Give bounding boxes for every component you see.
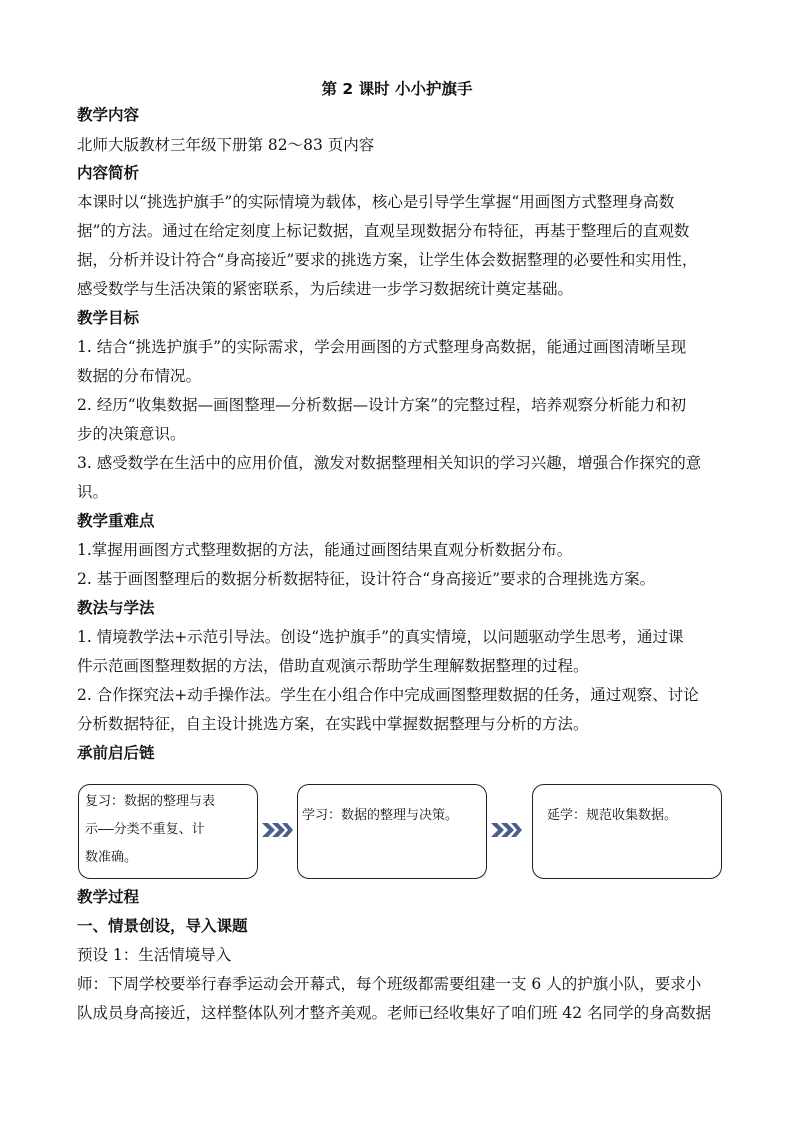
extend-text: 延学：规范收集数据。 [547,808,678,823]
preset-label: 预设 1：生活情境导入 [77,946,232,964]
key-line: 1.掌握用画图方式整理数据的方法，能通过画图结果直观分析数据分布。 [77,541,573,559]
learn-box [297,784,487,879]
goal-line: 1. 结合“挑选护旗手”的实际需求，学会用画图的方式整理身高数据，能通过画图清晰呈现 [77,338,687,356]
method-line: 2. 合作探究法+动手操作法。学生在小组合作中完成画图整理数据的任务，通过观察、讨论 [77,686,699,704]
method-line: 件示范画图整理数据的方法，借助直观演示帮助学生理解数据整理的过程。 [77,657,589,675]
key-line: 2. 基于画图整理后的数据分析数据特征，设计符合“身高接近”要求的合理挑选方案。 [77,570,656,588]
brief-line: 感受数学与生活决策的紧密联系，为后续进一步学习数据统计奠定基础。 [77,280,574,298]
heading-teaching-content: 教学内容 [77,106,140,124]
heading-teaching-goals: 教学目标 [77,309,140,327]
chevron-arrow-icon [489,820,523,840]
brief-line: 据”的方法。通过在给定刻度上标记数据，直观呈现数据分布特征，再基于整理后的直观数 [77,222,690,240]
heading-key-difficult-points: 教学重难点 [77,512,155,530]
brief-line: 据，分析并设计符合“身高接近”要求的挑选方案，让学生体会数据整理的必要性和实用性， [77,251,698,269]
review-text-line: 示——分类不重复、计 [85,822,205,837]
heading-teaching-process: 教学过程 [77,888,140,906]
review-text-line: 数准确。 [85,850,138,865]
goal-line: 步的决策意识。 [77,425,186,443]
teacher-line: 师：下周学校要举行春季运动会开幕式，每个班级都需要组建一支 6 人的护旗小队，要求小 [77,975,702,993]
content-text: 北师大版教材三年级下册第 82～83 页内容 [77,136,375,154]
goal-line: 3. 感受数学在生活中的应用价值，激发对数据整理相关知识的学习兴趣，增强合作探究的意 [77,454,702,472]
lesson-title: 第 2 课时 小小护旗手 [321,80,473,98]
brief-line: 本课时以“挑选护旗手”的实际情境为载体，核心是引导学生掌握“用画图方式整理身高数 [77,193,675,211]
goal-line: 识。 [77,483,109,501]
heading-methods: 教法与学法 [77,599,155,617]
heading-chain: 承前启后链 [77,744,155,762]
teacher-line: 队成员身高接近，这样整体队列才整齐美观。老师已经收集好了咱们班 42 名同学的身高数据 [77,1004,712,1022]
method-line: 1. 情境教学法+示范引导法。创设“选护旗手”的真实情境，以问题驱动学生思考，通过课 [77,628,684,646]
learn-text: 学习：数据的整理与决策。 [302,808,459,823]
chevron-arrow-icon [260,820,294,840]
goal-line: 数据的分布情况。 [77,367,202,385]
heading-content-brief: 内容简析 [77,164,140,182]
step1-heading: 一、情景创设，导入课题 [77,917,248,935]
method-line: 分析数据特征，自主设计挑选方案，在实践中掌握数据整理与分析的方法。 [77,715,589,733]
extend-box [532,784,722,879]
review-text-line: 复习：数据的整理与表 [85,794,216,809]
review-box [78,784,258,879]
goal-line: 2. 经历“收集数据—画图整理—分析数据—设计方案”的完整过程，培养观察分析能力和初 [77,396,687,414]
